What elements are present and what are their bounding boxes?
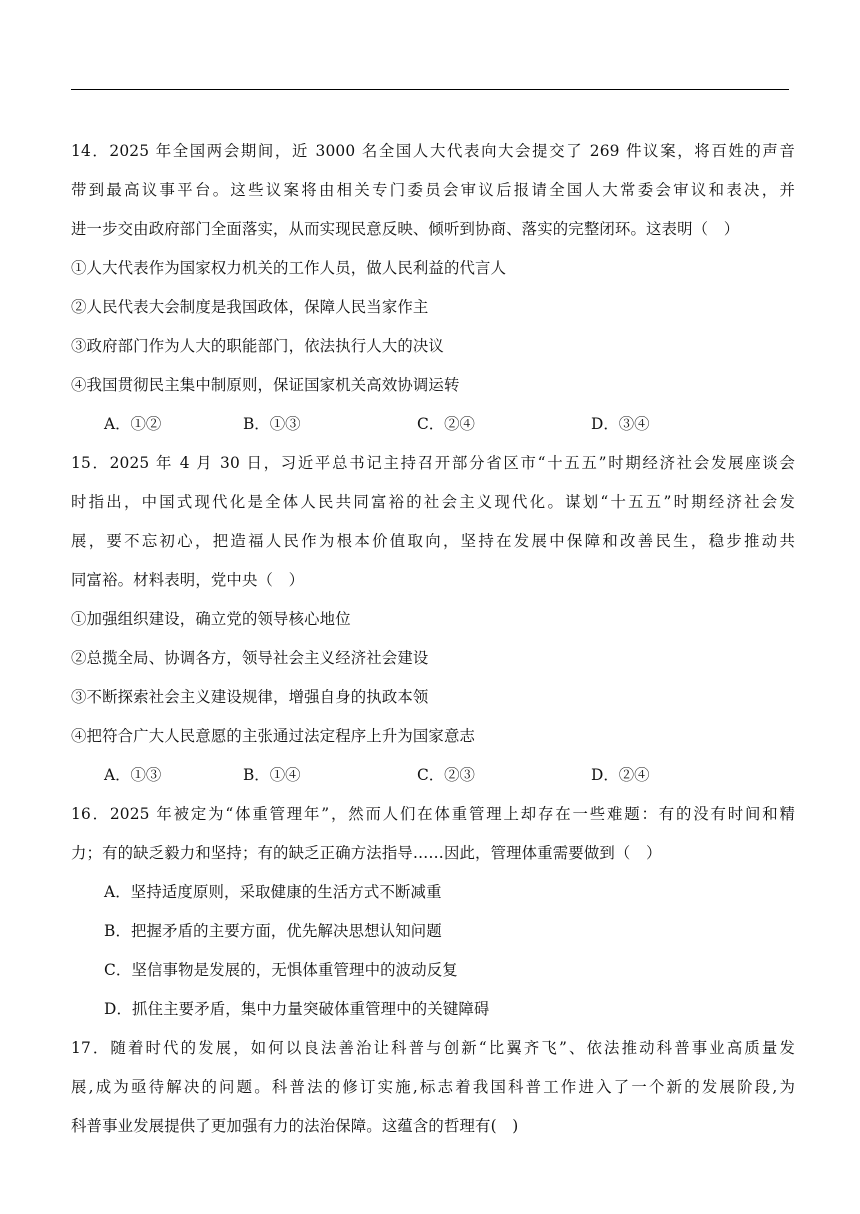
question-stem-line: 展,成为亟待解决的问题。科普法的修订实施,标志着我国科普工作进入了一个新的发展阶段,为 <box>71 1078 795 1096</box>
question-stem-line: 科普事业发展提供了更加强有力的法治保障。这蕴含的哲理有( ) <box>71 1117 519 1135</box>
choice-d[interactable]: D．②④ <box>591 766 650 784</box>
question-stem-line: 力；有的缺乏毅力和坚持；有的缺乏正确方法指导……因此，管理体重需要做到（ ） <box>71 844 662 862</box>
statement-item: ②人民代表大会制度是我国政体，保障人民当家作主 <box>71 298 429 316</box>
answer-choices <box>71 756 795 795</box>
choice-c[interactable]: C．②④ <box>417 415 475 433</box>
statement-item: ①加强组织建设，确立党的领导核心地位 <box>71 610 351 628</box>
question-17 <box>71 1029 795 1146</box>
question-16 <box>71 795 795 1029</box>
statement-item: ③不断探索社会主义建设规律，增强自身的执政本领 <box>71 688 429 706</box>
answer-choices <box>71 405 795 444</box>
statement-item: ③政府部门作为人大的职能部门，依法执行人大的决议 <box>71 337 444 355</box>
question-stem-line: 带到最高议事平台。这些议案将由相关专门委员会审议后报请全国人大常委会审议和表决，并 <box>71 181 795 199</box>
choice-c[interactable]: C．②③ <box>417 766 475 784</box>
question-stem-line: 时指出，中国式现代化是全体人民共同富裕的社会主义现代化。谋划“十五五”时期经济社会发 <box>71 493 795 511</box>
statement-item: ④把符合广大人民意愿的主张通过法定程序上升为国家意志 <box>71 727 476 745</box>
statement-item: ④我国贯彻民主集中制原则，保证国家机关高效协调运转 <box>71 376 460 394</box>
choice-b[interactable]: B．把握矛盾的主要方面，优先解决思想认知问题 <box>104 922 442 940</box>
choice-d[interactable]: D．抓住主要矛盾，集中力量突破体重管理中的关键障碍 <box>104 1000 490 1018</box>
exam-page-content <box>71 132 795 1146</box>
question-15 <box>71 444 795 795</box>
question-stem-line: 17．随着时代的发展，如何以良法善治让科普与创新“比翼齐飞”、依法推动科普事业高质量发 <box>71 1039 795 1057</box>
header-rule <box>71 89 789 90</box>
choice-c[interactable]: C．坚信事物是发展的，无惧体重管理中的波动反复 <box>104 961 458 979</box>
choice-a[interactable]: A．①② <box>104 415 162 433</box>
question-stem-line: 15．2025 年 4 月 30 日，习近平总书记主持召开部分省区市“十五五”时期经济社会发展座谈会 <box>71 454 795 472</box>
question-stem-line: 14．2025 年全国两会期间，近 3000 名全国人大代表向大会提交了 269 件议案，将百姓的声音 <box>71 142 795 160</box>
question-stem-line: 同富裕。材料表明，党中央（ ） <box>71 571 305 589</box>
question-14 <box>71 132 795 444</box>
choice-d[interactable]: D．③④ <box>591 415 650 433</box>
statement-item: ①人大代表作为国家权力机关的工作人员，做人民利益的代言人 <box>71 259 507 277</box>
choice-b[interactable]: B．①④ <box>243 766 301 784</box>
choice-a[interactable]: A．坚持适度原则，采取健康的生活方式不断减重 <box>104 883 442 901</box>
statement-item: ②总揽全局、协调各方，领导社会主义经济社会建设 <box>71 649 429 667</box>
choice-a[interactable]: A．①③ <box>104 766 162 784</box>
question-stem-line: 16．2025 年被定为“体重管理年”，然而人们在体重管理上却存在一些难题：有的没有时间和精 <box>71 805 795 823</box>
question-stem-line: 进一步交由政府部门全面落实，从而实现民意反映、倾听到协商、落实的完整闭环。这表明（ ） <box>71 220 740 238</box>
question-stem-line: 展，要不忘初心，把造福人民作为根本价值取向，坚持在发展中保障和改善民生，稳步推动共 <box>71 532 795 550</box>
choice-b[interactable]: B．①③ <box>243 415 301 433</box>
